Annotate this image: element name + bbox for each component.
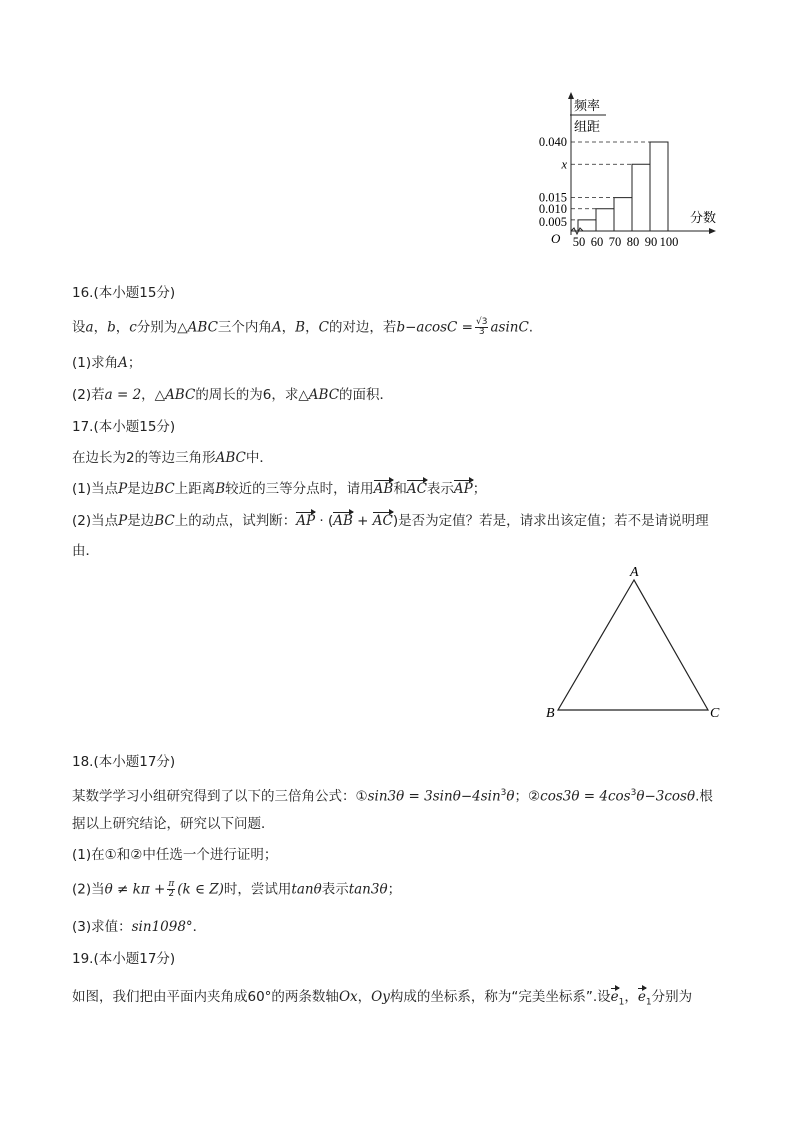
x-tick-label-60: 60 <box>590 235 604 249</box>
histogram-bars <box>571 142 668 231</box>
y-tick-label-x: x <box>561 157 567 172</box>
q18-formulas: 某数学学习小组研究得到了以下的三倍角公式：①sin3θ = $3\sin\theta-4\sin^3\theta$；②cos3θ = $4\cos^3\theta-3\cos\theta$.根 <box>72 788 713 805</box>
q17-header: 17.(本小题15分) <box>72 419 176 435</box>
q19-header: 19.(本小题17分) <box>72 951 176 967</box>
x-tick-labels <box>573 235 679 249</box>
q17-intro: 在边长为2的等边三角形ABC中． <box>72 450 273 466</box>
histogram-bar-60-70 <box>596 209 614 231</box>
x-tick-label-80: 80 <box>626 235 640 249</box>
vertex-label-B: B <box>546 706 555 721</box>
q16-part1: (1)求角A； <box>72 355 142 371</box>
frequency-histogram <box>520 90 730 255</box>
y-tick-label-0.010: 0.010 <box>538 201 567 216</box>
y-tick-label-0.040: 0.040 <box>538 135 567 149</box>
q17-part1: (1)当点P是边BC上距离B较近的三等分点时，请用AB和AC表示AP； <box>72 481 487 497</box>
q18-part3: (3)求值：sin1098°． <box>72 919 207 935</box>
x-tick-label-50: 50 <box>572 235 586 249</box>
q19-intro: 如图，我们把由平面内夹角成60°的两条数轴Ox，Oy构成的坐标系，称为“完美坐标系”.设$e_1$，$e_1$分别为 <box>72 989 693 1008</box>
q16-part2: (2)若a = 2，△ABC的周长的为6，求△ABC的面积． <box>72 387 394 403</box>
q17-part2-cont: 由． <box>72 543 99 559</box>
y-tick-label-0.005: 0.005 <box>538 214 567 229</box>
q16-statement: 设a，b，c分别为△ABC三个内角A，B，C的对边，若b−acosC = $\frac{√3}{3}$ asinC. <box>72 317 534 337</box>
histogram-bar-90-100 <box>650 142 668 231</box>
q17-part2: (2)当点P是边BC上的动点，试判断：AP · (AB + AC)是否为定值？若是，请求出该定值；若不是请说明理 <box>72 513 709 529</box>
origin-label: O <box>551 231 561 246</box>
vertex-label-C: C <box>710 706 720 721</box>
vertex-label-A: A <box>630 565 639 580</box>
x-tick-label-70: 70 <box>608 235 622 249</box>
y-tick-label-0.015: 0.015 <box>538 190 567 205</box>
q18-part2: (2)当θ ≠ kπ + $\frac{\pi}{2}$ (k ∈ Z)时，尝试用tanθ表示tan3θ； <box>72 879 402 899</box>
x-tick-label-90: 90 <box>644 235 658 249</box>
y-tick-labels <box>539 135 568 229</box>
x-axis-arrow <box>709 228 716 234</box>
y-axis-arrow <box>568 92 574 99</box>
triangle-ABC <box>558 580 708 710</box>
y-axis-label-bottom: 组距 <box>574 120 601 135</box>
q18-header: 18.(本小题17分) <box>72 754 176 770</box>
y-axis-label-top: 频率 <box>574 99 601 114</box>
x-tick-label-100: 100 <box>659 235 679 249</box>
q18-intro-cont: 据以上研究结论，研究以下问题． <box>72 816 275 832</box>
histogram-bar-70-80 <box>614 198 632 231</box>
equilateral-triangle-figure <box>540 562 730 727</box>
q18-part1: (1)在①和②中任选一个进行证明； <box>72 847 278 863</box>
x-axis-label: 分数 <box>690 211 717 226</box>
q16-header: 16.(本小题15分) <box>72 285 176 301</box>
histogram-bar-80-90 <box>632 164 650 231</box>
